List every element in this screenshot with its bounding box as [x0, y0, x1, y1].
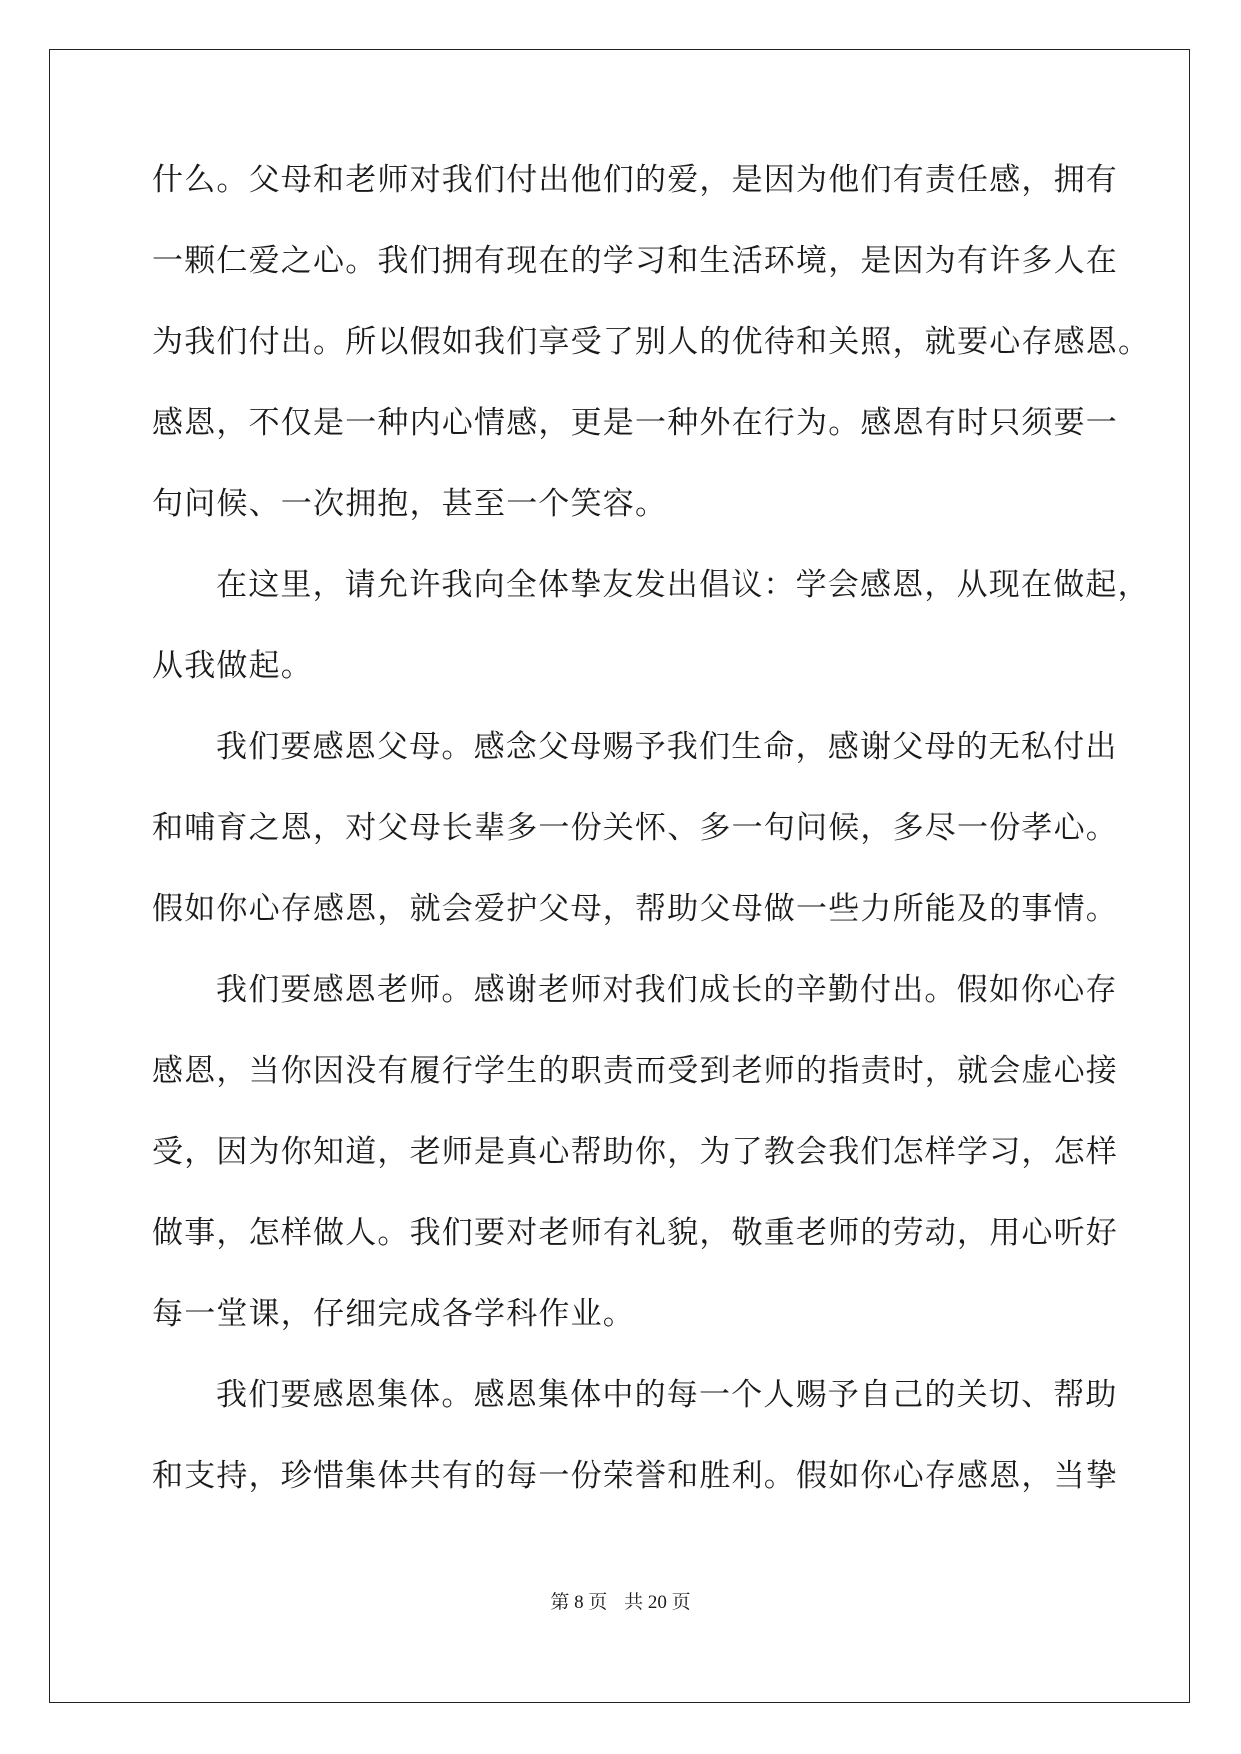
text-line: 在这里，请允许我向全体挚友发出倡议：学会感恩，从现在做起， — [216, 567, 1150, 603]
current-page-number: 第 8 页 — [550, 1592, 608, 1613]
text-line: 每一堂课，仔细完成各学科作业。 — [152, 1296, 635, 1332]
text-line: 受，因为你知道，老师是真心帮助你，为了教会我们怎样学习，怎样 — [152, 1134, 1118, 1170]
text-line: 和支持，珍惜集体共有的每一份荣誉和胜利。假如你心存感恩，当挚 — [152, 1458, 1118, 1494]
text-line: 感恩，不仅是一种内心情感，更是一种外在行为。感恩有时只须要一 — [152, 405, 1118, 441]
text-line: 和哺育之恩，对父母长辈多一份关怀、多一句问候，多尽一份孝心。 — [152, 810, 1118, 846]
text-line: 感恩，当你因没有履行学生的职责而受到老师的指责时，就会虚心接 — [152, 1053, 1118, 1089]
text-line: 从我做起。 — [152, 648, 313, 684]
total-pages: 共 20 页 — [624, 1592, 691, 1613]
text-line: 我们要感恩老师。感谢老师对我们成长的辛勤付出。假如你心存 — [216, 972, 1118, 1008]
text-line: 我们要感恩集体。感恩集体中的每一个人赐予自己的关切、帮助 — [216, 1377, 1118, 1413]
text-line: 一颗仁爱之心。我们拥有现在的学习和生活环境，是因为有许多人在 — [152, 243, 1118, 279]
text-line: 假如你心存感恩，就会爱护父母，帮助父母做一些力所能及的事情。 — [152, 891, 1118, 927]
text-line: 什么。父母和老师对我们付出他们的爱，是因为他们有责任感，拥有 — [152, 162, 1118, 198]
text-line: 句问候、一次拥抱，甚至一个笑容。 — [152, 486, 668, 522]
text-line: 做事，怎样做人。我们要对老师有礼貌，敬重老师的劳动，用心听好 — [152, 1215, 1118, 1251]
document-body — [152, 160, 1151, 1537]
text-line: 我们要感恩父母。感念父母赐予我们生命，感谢父母的无私付出 — [216, 729, 1118, 765]
page-footer — [0, 1591, 1241, 1615]
text-line: 为我们付出。所以假如我们享受了别人的优待和关照，就要心存感恩。 — [152, 324, 1151, 360]
